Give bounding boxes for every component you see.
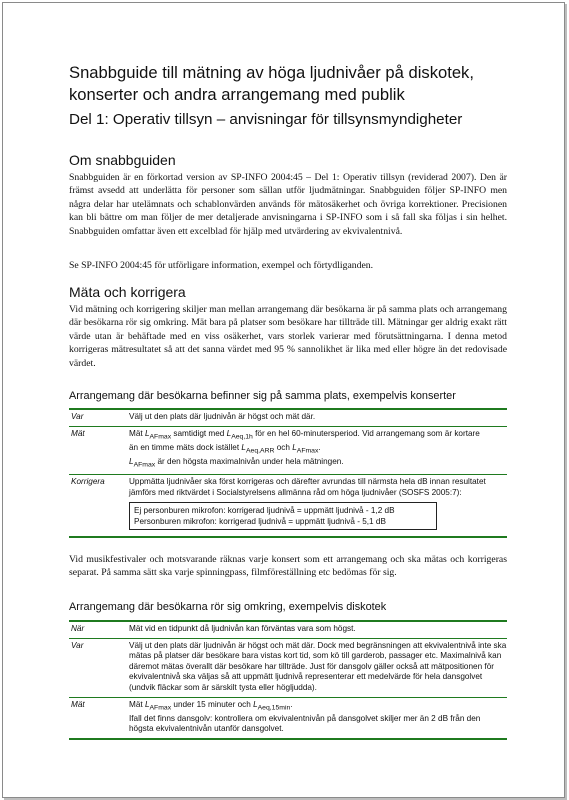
symbol-l: L <box>226 428 232 438</box>
table2-key-mat: Mät <box>69 697 129 739</box>
symbol-subscript: Aeq,15min <box>257 704 291 712</box>
symbol-l: L <box>241 442 246 452</box>
table1-key-korrigera: Korrigera <box>69 475 129 538</box>
table-row <box>69 638 507 697</box>
table-row <box>69 475 507 538</box>
mata-paragraph: Vid mätning och korrigering skiljer man mellan arrangemang där besökarna är på samma plats och arrangemang där besökarna rör sig omkring. Mät bara på platser som besökare har tillträde till. Mätningar ger aldrig exakt rätt värde utan är behäftade med en viss osäkerhet, vars storlek varierar med förutsättningarna. I denna metod korrigeras mätresultatet så att det sanna värdet med 95 % sannolikhet är lika med eller högre än det redovisade värdet. <box>69 304 507 369</box>
table1-text-var: Välj ut den plats där ljudnivån är högst och mät där. <box>129 409 507 426</box>
text-run: . <box>290 699 293 709</box>
correction-line-2: Personburen mikrofon: korrigerad ljudnivå = uppmätt ljudnivå - 5,1 dB <box>134 517 386 527</box>
text-run: är den högsta maximalnivån under hela mätningen. <box>155 457 344 467</box>
table-row <box>69 621 507 638</box>
text-run: samtidigt med <box>171 428 227 438</box>
symbol-subscript: AFmax <box>296 447 319 455</box>
text-run: Mät <box>129 699 145 709</box>
table2 <box>69 620 507 740</box>
text-run: Mät <box>129 428 145 438</box>
table-row <box>69 697 507 739</box>
title-line-2: konserter och andra arrangemang med publik <box>69 85 405 104</box>
table1-text-mat <box>129 426 507 475</box>
correction-line-1: Ej personburen mikrofon: korrigerad ljudnivå = uppmätt ljudnivå - 1,2 dB <box>134 506 395 516</box>
table-row <box>69 409 507 426</box>
table1-key-mat: Mät <box>69 426 129 475</box>
symbol-l: L <box>292 442 297 452</box>
symbol-l: L <box>253 699 258 709</box>
table1-text-korrigera <box>129 475 507 538</box>
title-line-1: Snabbguide till mätning av höga ljudnivåer på diskotek, <box>69 63 474 82</box>
korrigera-text: Uppmätta ljudnivåer ska först korrigeras och därefter avrundas till närmsta hela dB innan resultatet jämförs med riktvärdet i Socialstyrelsens allmänna råd om höga ljudnivåer (SOSFS 2005:7): <box>129 477 486 497</box>
symbol-subscript: AFmax <box>149 433 172 441</box>
text-run: för en hel 60-minutersperiod. Vid arrangemang som är kortare <box>252 428 480 438</box>
om-paragraph-2: Se SP-INFO 2004:45 för utförligare information, exempel och förtydliganden. <box>69 260 374 271</box>
section-heading-om: Om snabbguiden <box>69 152 176 168</box>
symbol-l: L <box>144 428 150 438</box>
text-run: och <box>274 442 293 452</box>
table1-heading: Arrangemang där besökarna befinner sig på samma plats, exempelvis konserter <box>69 390 456 402</box>
table2-text-var: Välj ut den plats där ljudnivån är högst och mät där. Dock med begränsningen att ekvivalentnivå inte ska mätas på platser där besökare bara vistas kort tid, som kö till garderob, passager etc. Maximalnivå kan däremot mätas överallt där besökare har tillträde. Just för dansgolv gäller också att mätpositionen för ekvivalentnivå ska väljas så att uppmätt ljudnivå representerar ett medelvärde för hela dansgolvet (undvik fläckar som är särskilt tysta eller högljudda). <box>129 638 507 697</box>
section-heading-mata: Mäta och korrigera <box>69 284 186 300</box>
table1-key-var: Var <box>69 409 129 426</box>
symbol-l: L <box>144 699 150 709</box>
text-run: . <box>318 442 321 452</box>
correction-box <box>129 502 437 530</box>
symbol-subscript: Aeq,1h <box>231 433 253 441</box>
om-paragraph-1: Snabbguiden är en förkortad version av SP-INFO 2004:45 – Del 1: Operativ tillsyn (reviderad 2007). Den är främst avsedd att underlätta för personer som sällan utför ljudmätningar. Snabbguiden följer SP-INFO men några delar har utelämnats och schablonvärden används för mätosäkerhet och övriga korrektioner. Precisionen kan bli bättre om man följer de mer detaljerade anvisningarna i SP-INFO som i så fall ska följas i sin helhet. Snabbguiden omfattar även ett excelblad för hjälp med utvärdering av ekvivalentnivå. <box>69 172 507 237</box>
table-row <box>69 426 507 475</box>
symbol-subscript: AFmax <box>149 704 172 712</box>
document-subtitle: Del 1: Operativ tillsyn – anvisningar för tillsynsmyndigheter <box>69 111 463 128</box>
symbol-l: L <box>129 457 134 467</box>
symbol-subscript: AFmax <box>133 461 156 469</box>
symbol-subscript: Aeq,ARR <box>245 447 275 455</box>
middle-paragraph: Vid musikfestivaler och motsvarande räknas varje konsert som ett arrangemang och ska mätas och korrigeras separat. På samma sätt ska varje spinningpass, filmföreställning etc bedömas för sig. <box>69 554 507 579</box>
document-title <box>69 62 474 106</box>
table2-key-nar: När <box>69 621 129 638</box>
text-run: än en timme mäts dock istället <box>129 442 242 452</box>
text-run: under 15 minuter och <box>171 699 254 709</box>
table1 <box>69 408 507 538</box>
dansgolv-text: Ifall det finns dansgolv: kontrollera om ekvivalentnivån på dansgolvet skiljer mer än 2 dB från den högsta ekvivalentnivån utanför dansgolvet. <box>129 713 481 734</box>
table2-key-var: Var <box>69 638 129 697</box>
table2-heading: Arrangemang där besökarna rör sig omkring, exempelvis diskotek <box>69 601 387 613</box>
table2-text-nar: Mät vid en tidpunkt då ljudnivån kan förväntas vara som högst. <box>129 621 507 638</box>
table2-text-mat <box>129 697 507 739</box>
